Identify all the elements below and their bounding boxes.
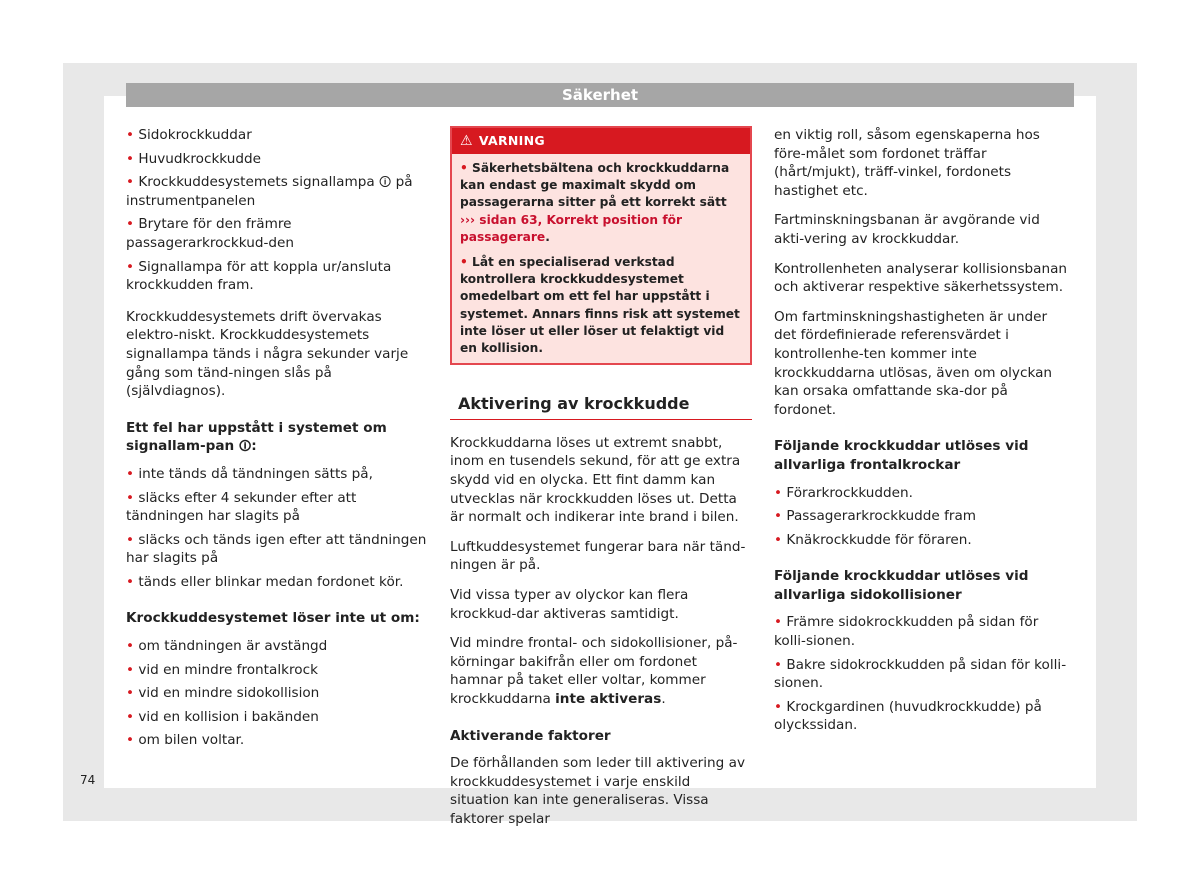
- airbag-warning-icon: 🛈: [238, 439, 252, 454]
- subheading: Följande krockkuddar utlöses vid allvarliga sidokollisioner: [774, 568, 1029, 603]
- list-item: • om bilen voltar.: [126, 732, 245, 749]
- list-item: • Främre sidokrockkudden på sidan för kolli-sionen.: [774, 614, 1039, 650]
- right-column: [774, 126, 1070, 748]
- paragraph: Vid vissa typer av olyckor kan flera krockkud-dar aktiveras samtidigt.: [450, 586, 689, 622]
- list-item: • Krockkuddesystemets signallampa 🛈 på instrumentpanelen: [126, 174, 413, 209]
- left-column: [126, 126, 431, 763]
- paragraph: Vid mindre frontal- och sidokollisioner, på-körningar bakifrån eller om fordonet hamnar på taket eller voltar, kommer krockkuddarna inte aktiveras.: [450, 635, 738, 707]
- list-item: • Krockgardinen (huvudkrockkudde) på olyckssidan.: [774, 698, 1042, 734]
- side-airbag-list: [774, 613, 1070, 735]
- list-item: • Brytare för den främre passagerarkrockkud-den: [126, 216, 294, 251]
- list-item: • vid en mindre frontalkrock: [126, 661, 318, 678]
- frontal-airbag-list: [774, 484, 1070, 550]
- warning-triangle-icon: ⚠: [460, 133, 473, 149]
- paragraph: De förhållanden som leder till aktivering av krockkuddesystemet i varje enskild situation kan inte generaliseras. Vissa faktorer spelar: [450, 755, 745, 827]
- warning-item: • Säkerhetsbältena och krockkuddarna kan endast ge maximalt skydd om passagerarna sitter på ett korrekt sätt ››› sidan 63, Korrekt position för passagerare.: [460, 161, 730, 244]
- list-item: • släcks och tänds igen efter att tändningen har slagits på: [126, 531, 427, 567]
- paragraph: Fartminskningsbanan är avgörande vid akti-vering av krockkuddar.: [774, 212, 1040, 247]
- list-item: • inte tänds då tändningen sätts på,: [126, 465, 373, 482]
- list-item: • Passagerarkrockkudde fram: [774, 508, 977, 525]
- paragraph: Krockkuddesystemets drift övervakas elektro-niskt. Krockkuddesystemets signallampa tänds i några sekunder varje gång som tänd-ningen slås på (självdiagnos).: [126, 308, 409, 400]
- section-title: Aktivering av krockkudde: [450, 395, 752, 420]
- paragraph: Krockkuddarna löses ut extremt snabbt, inom en tusendels sekund, för att ge extra skydd vid en olycka. Ett fint damm kan utvecklas när krockkudden löses ut. Detta är normalt och indikerar inte brand i bilen.: [450, 434, 741, 526]
- paragraph: Om fartminskningshastigheten är under det fördefinierade referensvärdet i kontrollenhe-ten kommer inte krockkuddarna utlösas, även om olyckan kan orsaka omfattande ska-dor på fordonet.: [774, 308, 1053, 418]
- subheading: Följande krockkuddar utlöses vid allvarliga frontalkrockar: [774, 438, 1029, 473]
- list-item: • Bakre sidokrockkudden på sidan för kolli-sionen.: [774, 656, 1067, 692]
- list-item: • Sidokrockkuddar: [126, 127, 252, 143]
- page-number: 74: [80, 773, 96, 787]
- subheading: Ett fel har uppstått i systemet om signallam-pan 🛈:: [126, 419, 387, 455]
- warning-body: [452, 154, 750, 363]
- paragraph: Luftkuddesystemet fungerar bara när tänd-ningen är på.: [450, 538, 746, 574]
- airbag-warning-icon: 🛈: [379, 175, 392, 190]
- list-item: • om tändningen är avstängd: [126, 638, 328, 655]
- list-item: • vid en mindre sidokollision: [126, 685, 320, 702]
- subheading: Aktiverande faktorer: [450, 727, 611, 744]
- list-item: • vid en kollision i bakänden: [126, 708, 319, 725]
- cross-reference-link[interactable]: ››› sidan 63, Korrekt position för passagerare: [460, 212, 683, 244]
- list-item: • Förarkrockkudden.: [774, 484, 913, 501]
- no-trigger-list: [126, 637, 431, 750]
- list-item: • Knäkrockkudde för föraren.: [774, 531, 972, 548]
- list-item: • tänds eller blinkar medan fordonet kör.: [126, 573, 404, 590]
- warning-box: [450, 126, 752, 365]
- fault-list: [126, 465, 431, 592]
- middle-column: [450, 126, 752, 840]
- subheading: Krockkuddesystemet löser inte ut om:: [126, 610, 420, 627]
- warning-item: • Låt en specialiserad verkstad kontrollera krockkuddesystemet omedelbart om ett fel har uppstått i systemet. Annars finns risk att systemet inte löser ut eller löser ut felaktigt vid en kollision.: [460, 255, 740, 356]
- paragraph: Kontrollenheten analyserar kollisionsbanan och aktiverar respektive säkerhetssystem.: [774, 260, 1068, 296]
- component-list: [126, 126, 431, 295]
- paragraph: en viktig roll, såsom egenskaperna hos före-målet som fordonet träffar (hårt/mjukt), träff-vinkel, fordonets hastighet etc.: [774, 127, 1040, 199]
- list-item: • Signallampa för att koppla ur/ansluta krockkudden fram.: [126, 258, 392, 294]
- warning-header: ⚠ VARNING: [452, 128, 750, 154]
- chapter-header: Säkerhet: [126, 83, 1074, 107]
- list-item: • släcks efter 4 sekunder efter att tändningen har slagits på: [126, 489, 357, 525]
- list-item: • Huvudkrockkudde: [126, 150, 262, 167]
